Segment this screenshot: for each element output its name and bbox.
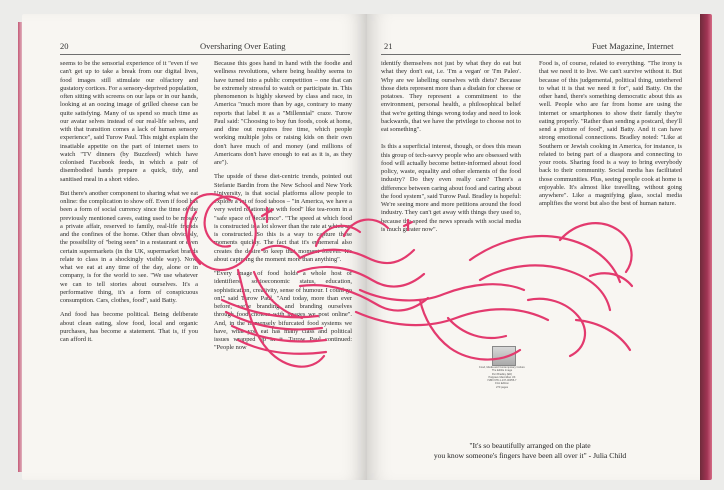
right-column-1: [381, 60, 521, 240]
paragraph: Food is, of course, related to everything. "The irony is that we need it to live. We can't survive without it. But because of this judgemental, political thing, untethered to what it is that we need it for", said Batty. On the other hand, there's something democratic about this as well. People who are far from home are using the internet or smartphones to show their family they're eating properly. "Rather than sending a postcard, they'll send a picture of food", said Batty. And it can have strong emotional connections. Bradley noted: "Like at Southern or Jewish cooking in America, for instance, is related to being part of a diaspora and connecting to your roots. Sharing food is a way to bring everybody back to their community. Social media has facilitated those communities. Plus, seeing people cook at home is enjoyable. It's almost like travelling, without going anywhere". Like a magnifying glass, social media amplifies the worst but also the best of human nature.: [539, 60, 682, 208]
book-caption-line: Peri Bradley (ED): [491, 372, 513, 376]
right-page: [367, 14, 700, 480]
magazine-spine-edge: [700, 14, 712, 480]
book-caption-line: The Edible Image: [491, 369, 513, 373]
pull-quote: [395, 441, 665, 461]
book-caption-line: First Edition: [495, 382, 509, 386]
right-column-2: [539, 60, 682, 215]
book-thumbnail: [479, 346, 525, 426]
right-running-title: Fuet Magazine, Internet: [592, 41, 674, 51]
left-running-title: Oversharing Over Eating: [200, 41, 286, 51]
paragraph: Because this goes hand in hand with the foodie and wellness revolutions, where being healthy seems to have turned into a public competition – one that can be extremely stressful to watch or participate in. This phenomenon is highly skewed by class and race, in America "much more than by age, contrary to many reports that label it as a "Millennial" craze. Turow Paul said: "Choosing to buy fun foods, cook at home, and dine out requires free time, which people working multiple jobs or raising kids on their own don't have much of and money (and millions of Americans don't have enough to eat as it is, as they are").: [214, 60, 352, 166]
book-caption-line: Palgrave Macmillan UK: [488, 375, 516, 379]
pull-quote-line-1: "It's so beautifully arranged on the plate: [469, 441, 591, 450]
book-caption: [474, 366, 530, 389]
open-magazine-spread: [22, 14, 712, 480]
book-caption-line: 270 pages: [495, 385, 509, 389]
paragraph: The upside of these diet-centric trends, pointed out Stefanie Bardin from the New School and New York University, is that social platforms allow people to explore a lot of food taboos – "in America, we have a very weird relationship with food" like tea-room in a "safe space of decadence". "The speed at which food is constructed is a lot slower than the rate at which art is constructed. So this is a way to capture these moments quickly. The fact that it's ephemeral also creates the desire to keep that moment forever. It's about capturing the moment more than anything".: [214, 173, 352, 263]
left-page: [22, 14, 367, 480]
left-page-number: 20: [60, 41, 69, 51]
left-column-1: [60, 60, 198, 350]
book-caption-line: Food, Media and Contemporary Culture: [479, 366, 525, 369]
left-header-rule: [60, 54, 350, 55]
paragraph: Is this a superficial interest, though, or does this mean this group of tech-savvy people who are obsessed with food will actually become better-informed about food policy, waste, equality and other elements of the food industry? Do they even really care? There's a difference between caring about food and caring about the food system", said Turow Paul. Bradley is hopeful: We're seeing more and more petitions around the food industry. They can't get away with things they used to, because the speed the news spreads with social media is much greater now".: [381, 143, 522, 233]
right-header-rule: [381, 54, 681, 55]
pull-quote-line-2: you know someone's fingers have been all over it" - Julia Child: [433, 451, 627, 460]
right-page-number: 21: [384, 41, 393, 51]
book-caption-line: ISBN 978-1-137-46355-7: [487, 379, 517, 383]
paragraph: And food has become political. Being deliberate about clean eating, slow food, local and organic purchases, has become a statement. That is, if you can afford it.: [60, 311, 198, 343]
book-cover-image: [492, 346, 516, 366]
paragraph: "Every image of food holds a whole host of identifiers: socioeconomic status, education, sophistication, creativity, sense of humour. I could go on!" said Turow Paul. "And today, more than ever before, we're branding and branding ourselves through food choices with images we post online". And, in the immensely bifurcated food systems we have, what you eat has many class and political issues wrapped up in it. Turow Paul continued: "People now: [214, 270, 352, 352]
paragraph: seems to be the sensorial experience of it "even if we can't get up to take a break from our digital lives, food images still stimulate our olfactory and gustatory cortices. For a sensory-deprived population, often sitting with screens on our laps or in our hands, looking at an oozing image of grilled cheese can be quite satisfying. Many of us spend so much time as our avatar selves instead of our real-life selves, and with that transition comes a lack of human sensory experience", said Turow Paul. This might explain the insatiable appetite on the part of internet users to watch "TV dinners (by Buzzfeed) which have colonised Facebook feeds, in which a pair of disembodied hands prepare a quick, tidy, and sanitised meal in a short video.: [60, 60, 198, 183]
paragraph: identify themselves not just by what they do eat but what they don't eat, i.e. 'I'm a vegan' or 'I'm Paleo'. Why are we labelling ourselves with diets? Because those diets represent more than a disdain for cheese or potatoes. They represent a commitment to the environment, personal health, a philosophical belief that we're getting things wrong today and need to look backwards, that we have the privilege to choose not to eat something".: [381, 60, 521, 133]
paragraph: But there's another component to sharing what we eat online: the complication to show off. Even if food has been a form of social currency since the time of the previously mentioned caves, eating used to be mostly a private affair, reserved to family, real-life friends and the confines of the home. Other than obviously, the possibility of "being seen" in a restaurant or even certain supermarkets (in the UK, supermarket brands relate to class in a shockingly visible way). Now, what we eat at any time of the day, alone or in company, is for the world to see. "We use whatever we can to tell stories about ourselves. It's a performative thing, it's a form of conspicuous consumption. Cars, clothes, food", said Batty.: [60, 189, 198, 304]
left-column-2: [214, 60, 352, 359]
